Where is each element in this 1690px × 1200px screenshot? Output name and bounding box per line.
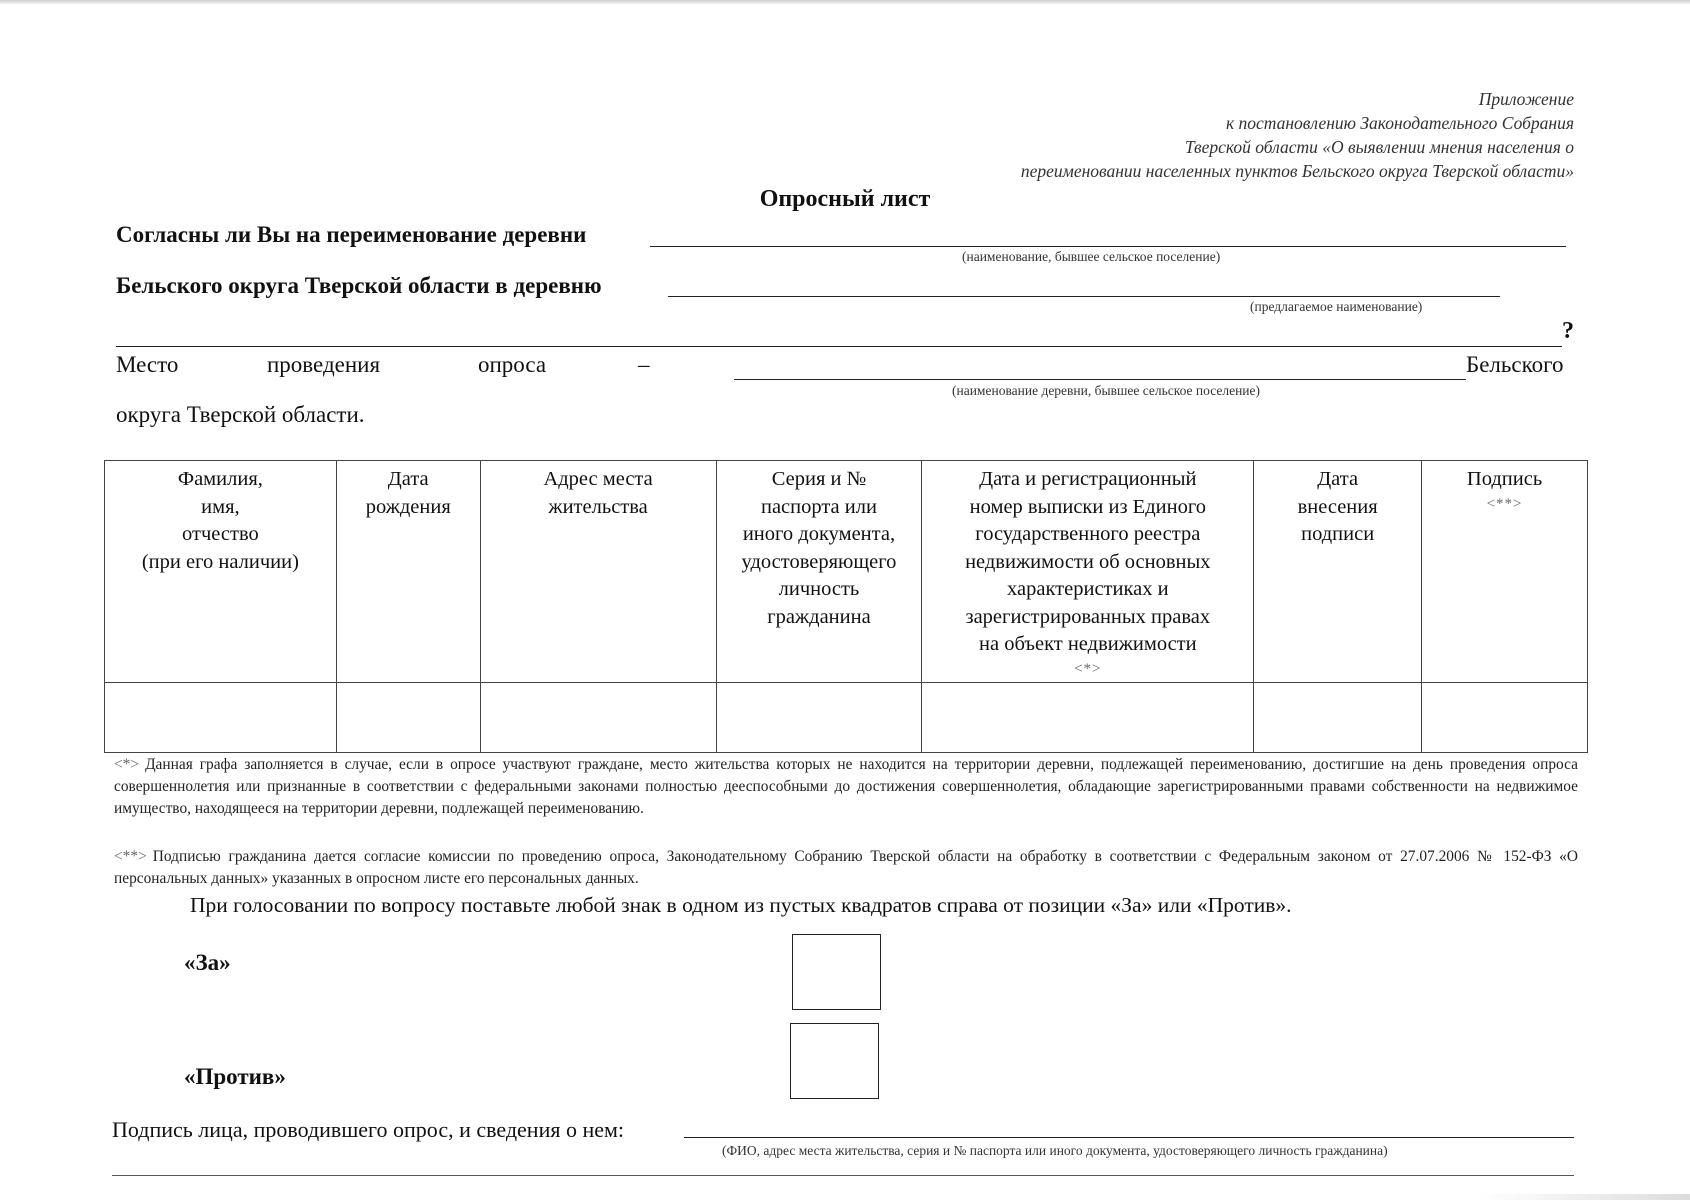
voting-instruction: При голосовании по вопросу поставьте любой знак в одном из пустых квадратов справа от позиции «За» или «Против».: [190, 893, 1292, 917]
footnote-1: [114, 754, 1578, 820]
footnote-marker: <*>: [1074, 660, 1102, 677]
table-header-cell: [716, 461, 922, 683]
question-line-1: Согласны ли Вы на переименование деревни: [116, 222, 587, 247]
footnote-marker: <*>: [114, 756, 140, 773]
place-tail: Бельского: [1466, 352, 1564, 377]
footnote-marker: <**>: [114, 848, 147, 865]
survey-table: [104, 460, 1588, 753]
header-registry-extract: Дата и регистрационный номер выписки из Единого государственного реестра недвижимости об основных характеристиках и зарегистрированных правах на объект недвижимости: [965, 468, 1211, 655]
survey-place-field[interactable]: [734, 379, 1466, 380]
footnote-marker: <**>: [1486, 495, 1523, 512]
surveyor-info-field-2[interactable]: [112, 1175, 1574, 1176]
surveyor-signature-label: Подпись лица, проводившего опрос, и сведения о нем:: [112, 1117, 625, 1142]
surveyor-info-hint: (ФИО, адрес места жительства, серия и № паспорта или иного документа, удостоверяющего личность гражданина): [722, 1143, 1388, 1158]
place-word: проведения: [267, 352, 381, 377]
table-cell-input[interactable]: [105, 683, 337, 753]
table-cell-input[interactable]: [1254, 683, 1422, 753]
proposed-name-hint: (предлагаемое наименование): [1250, 299, 1423, 314]
table-cell-input[interactable]: [480, 683, 716, 753]
table-cell-input[interactable]: [716, 683, 922, 753]
vote-against-label: «Против»: [184, 1064, 286, 1089]
appendix-line: Приложение: [1478, 89, 1574, 109]
table-cell-input[interactable]: [336, 683, 480, 753]
footnote-text: Подписью гражданина дается согласие комиссии по проведению опроса, Законодательному Собранию Тверской области на обработку в соответствии с Федеральным законом от 27.07.2006 № 152-ФЗ «О персональных данных» указанных в опросном листе его персональных данных.: [114, 848, 1578, 887]
scan-edge: [1480, 1194, 1690, 1200]
header-signature: Подпись: [1466, 468, 1543, 490]
place-word: Место: [116, 352, 179, 377]
table-row: [105, 683, 1588, 753]
page-title: Опросный лист: [759, 186, 931, 212]
question-mark: ?: [1562, 318, 1574, 344]
proposed-name-field[interactable]: [668, 296, 1500, 297]
header-full-name: Фамилия, имя, отчество (при его наличии): [141, 468, 299, 573]
table-header-cell: [922, 461, 1254, 683]
question-line-2: Бельского округа Тверской области в деревню: [116, 273, 602, 298]
vote-for-label: «За»: [184, 950, 231, 975]
header-sign-date: Дата внесения подписи: [1297, 468, 1378, 545]
table-cell-input[interactable]: [1422, 683, 1588, 753]
survey-place-hint: (наименование деревни, бывшее сельское поселение): [952, 383, 1261, 398]
appendix-block: [774, 87, 1574, 183]
table-header-cell: [1422, 461, 1588, 683]
vote-for-checkbox[interactable]: [792, 934, 881, 1010]
vote-against-checkbox[interactable]: [790, 1023, 879, 1099]
scan-edge: [0, 0, 1690, 4]
survey-place-line-2: округа Тверской области.: [116, 402, 365, 427]
village-name-hint: (наименование, бывшее сельское поселение): [962, 249, 1221, 264]
table-cell-input[interactable]: [922, 683, 1254, 753]
place-dash: –: [638, 352, 650, 377]
appendix-line: Тверской области «О выявлении мнения населения о: [1184, 137, 1574, 157]
village-name-field[interactable]: [650, 246, 1566, 247]
footnote-text: Данная графа заполняется в случае, если в опросе участвуют граждане, место жительства которых не находится на территории деревни, подлежащей переименованию, достигшие на день проведения опроса совершеннолетия или признанные в соответствии с федеральными законами полностью дееспособными до достижения совершеннолетия, обладающие зарегистрированными правами собственности на недвижимое имущество, находящееся на территории деревни, подлежащей переименованию.: [114, 756, 1578, 817]
table-header-cell: [1254, 461, 1422, 683]
question-continuation-field[interactable]: [116, 346, 1562, 347]
header-address: Адрес места жительства: [543, 468, 653, 518]
header-passport: Серия и № паспорта или иного документа, удостоверяющего личность гражданина: [741, 468, 897, 628]
table-header-cell: [336, 461, 480, 683]
header-birth-date: Дата рождения: [365, 468, 451, 518]
table-header-cell: [105, 461, 337, 683]
appendix-line: к постановлению Законодательного Собрания: [1225, 113, 1574, 133]
footnote-2: [114, 846, 1578, 890]
place-word: опроса: [478, 352, 547, 377]
table-header-row: [105, 461, 1588, 683]
surveyor-info-field[interactable]: [684, 1137, 1574, 1138]
appendix-line: переименовании населенных пунктов Бельского округа Тверской области»: [1020, 161, 1574, 181]
table-header-cell: [480, 461, 716, 683]
